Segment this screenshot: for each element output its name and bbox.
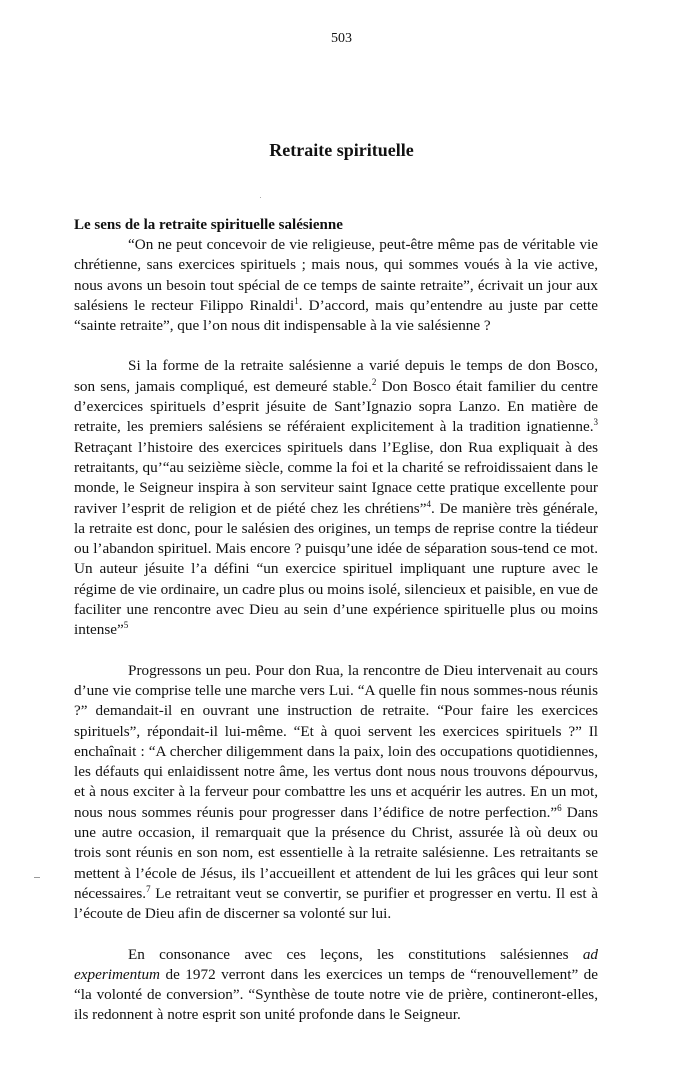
- page-number: 503: [331, 31, 352, 46]
- paragraph-text: Le retraitant veut se convertir, se purifier et progresser en vertu. Il est à l’écoute de Dieu afin de discerner sa volonté sur lui.: [74, 884, 598, 923]
- paragraph-text: de 1972 verront dans les exercices un temps de “renouvellement” de “la volonté de conversion”. “Synthèse de toute notre vie de prière, contineront-elles, ils redonnent à notre esprit son unité profonde dans le Seigneur.: [74, 965, 598, 1024]
- footnote-ref: 4: [426, 498, 431, 509]
- paragraph-text: . D’accord, mais qu’entendre au juste par cette “sainte retraite”, que l’on nous dit indispensable à la vie salésienne ?: [74, 296, 599, 335]
- paragraph-text: Si la forme de la retraite salésienne a varié depuis le temps de don Bosco, son sens, jamais compliqué, est demeuré stable.: [74, 357, 598, 395]
- paragraph: [74, 945, 598, 1026]
- paragraph: [74, 661, 598, 925]
- margin-mark: [34, 877, 40, 878]
- paragraph: [74, 356, 598, 640]
- paragraph-text: Progressons un peu. Pour don Rua, la rencontre de Dieu intervenait au cours d’une vie comprise telle une marche vers Lui. “A quelle fin nous sommes-nous réunis ?” demandait-il en ouvrant une instruction de retraite. “Pour faire les exercices spirituels”, répondait-il lui-même. “Et à quoi servent les exercices spirituels ?” Il enchaînait : “A chercher diligemment dans la paix, loin des occupations quotidiennes, les défauts qui enlaidissent notre âme, les vertus dont nous nous trouvons dépourvus, et à nous exciter à la ferveur pour combattre les uns et acquérir les autres. En un mot, nous nous sommes réunis pour progresser dans l’édifice de notre perfection.”: [74, 661, 598, 821]
- paragraph-text: En consonance avec ces leçons, les constitutions salésiennes: [128, 945, 583, 963]
- paragraph-text: Don Bosco était familier du centre d’exercices spirituels d’esprit jésuite de Sant’Ignazio sopra Lanzo. En matière de retraite, les premiers salésiens se référaient explicitement à la tradition ignatienne.: [74, 377, 598, 436]
- paragraph: [74, 235, 598, 336]
- section-heading: Le sens de la retraite spirituelle salésienne: [74, 217, 343, 233]
- paragraph-text: Retraçant l’histoire des exercices spirituels dans l’Eglise, don Rua expliquait à des retraitants, qu’“au seizième siècle, comme la foi et la charité se refroidissaient dans le monde, le Seigneur inspira à son serviteur saint Ignace cette pratique excellente pour raviver l’esprit de religion et de piété chez les chrétiens”: [74, 438, 598, 517]
- paragraph-text: Dans une autre occasion, il remarquait que la présence du Christ, assurée là où deux ou trois sont réunis en son nom, est essentielle à la retraite salésienne. Les retraitants se mettent à l’école de Jésus, ils l’accueillent et attendent de lui les grâces qui leur sont nécessaires.: [74, 803, 598, 902]
- footnote-ref: 2: [371, 376, 377, 387]
- paragraph-text: . De manière très générale, la retraite est donc, pour le salésien des origines, un temps de reprise contre la tiédeur ou l’abandon spirituel. Mais encore ? puisqu’une idée de séparation sous-tend ce mot. Un auteur jésuite l’a défini “un exercice spirituel impliquant une rupture avec le régime de vie ordinaire, un cadre plus ou moins isolé, silencieux et paisible, en vue de faciliter une rencontre avec Dieu au sein d’une expérience spirituelle plus ou moins intense”: [74, 499, 598, 639]
- page-title: Retraite spirituelle: [269, 140, 414, 160]
- italic-text: ad experimentum: [74, 945, 598, 983]
- footnote-ref: 5: [123, 620, 129, 631]
- paragraph-text: “On ne peut concevoir de vie religieuse, peut-être même pas de véritable vie chrétienne, sans exercices spirituels ; mais nous, qui sommes voués à la vie active, nous avons un besoin tout spécial de ce temps de sainte retraite”, écrivait un jour aux salésiens le recteur Filippo Rinaldi: [74, 236, 598, 314]
- footnote-ref: 7: [146, 883, 151, 894]
- footnote-ref: 1: [294, 295, 299, 306]
- document-body: [74, 215, 598, 1026]
- footnote-ref: 6: [557, 802, 562, 813]
- footnote-ref: 3: [593, 417, 598, 428]
- scan-speck: [260, 197, 261, 198]
